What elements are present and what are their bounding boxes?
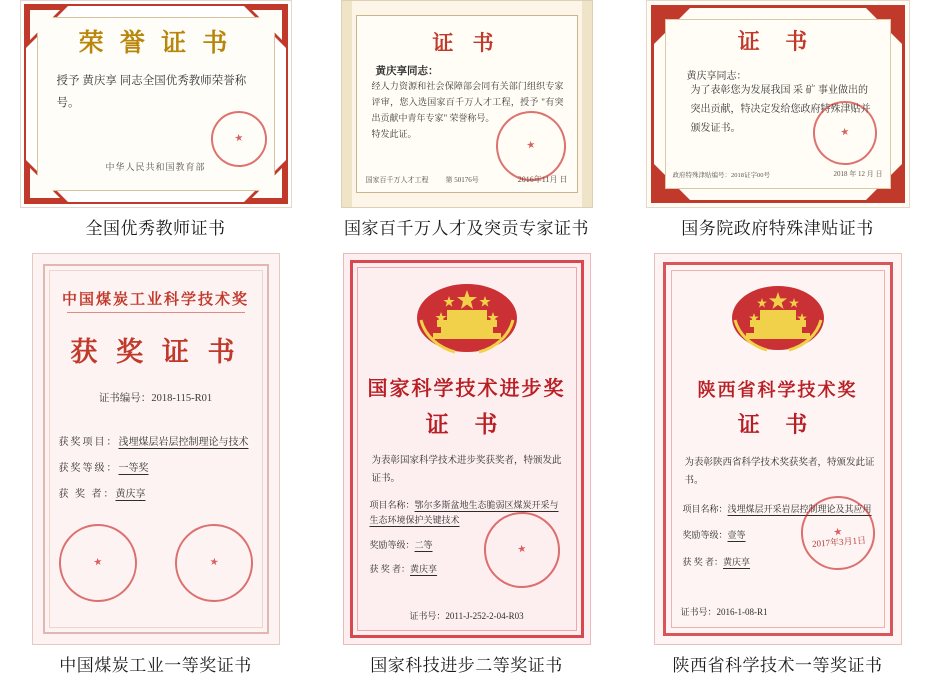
certificate-caption: 国务院政府特殊津贴证书	[681, 219, 874, 238]
gallery-row-2	[0, 253, 934, 676]
talent-footer-left: 国家百千万人才工程	[365, 176, 429, 184]
certificate-card-talent[interactable]	[311, 0, 622, 239]
talent-title: 证 书	[432, 31, 501, 55]
certificate-caption: 中国煤炭工业一等奖证书	[59, 656, 252, 675]
coal-cert-no-value: 2018-115-R01	[151, 393, 213, 404]
coal-field-row	[59, 430, 257, 456]
national-body-text: 为表彰国家科学技术进步奖获奖者，特颁发此证书。	[371, 456, 562, 485]
coal-field-value: 一等奖	[118, 463, 149, 474]
shaanxi-certificate-number	[681, 605, 768, 618]
allowance-body-text: 为了表彰您为发展我国 采 矿 事业做出的突出贡献，特决定发给您政府特殊津贴并颁发证书。	[690, 85, 871, 134]
certificate-card-allowance[interactable]	[622, 0, 933, 239]
coal-field-value: 黄庆享	[115, 489, 146, 500]
talent-closing: 特发此证。	[371, 129, 417, 139]
seal-star-icon: ★	[208, 556, 219, 569]
coal-field-row	[59, 482, 257, 508]
certificate-image-honor[interactable]	[20, 0, 292, 208]
coal-cert-no-label: 证书编号：	[98, 393, 152, 404]
certificate-caption: 全国优秀教师证书	[85, 219, 226, 238]
honor-issuer: 中华人民共和国教育部	[105, 162, 206, 172]
talent-footer-number: 第 50176号	[445, 176, 479, 184]
seal-star-icon: ★	[233, 132, 244, 145]
national-field-label: 项目名称：	[369, 500, 415, 510]
certificate-caption: 国家百千万人才及突贡专家证书	[344, 219, 589, 238]
seal-star-icon: ★	[839, 126, 850, 139]
national-field-label: 获 奖 者：	[369, 563, 411, 574]
certificate-card-coal[interactable]	[0, 253, 311, 676]
national-cert-no-value: 2011-J-252-2-04-R03	[445, 611, 524, 621]
coal-divider	[67, 312, 245, 313]
certificate-image-talent[interactable]	[341, 0, 593, 208]
allowance-date: 2018 年 12 月 日	[833, 170, 883, 178]
seal-star-icon: ★	[525, 139, 536, 152]
shaanxi-body-text: 为表彰陕西省科学技术奖获奖者，特颁发此证书。	[684, 458, 875, 487]
coal-award-name: 中国煤炭工业科学技术奖	[61, 292, 249, 308]
certificate-caption: 国家科技进步二等奖证书	[370, 656, 563, 675]
shaanxi-field-value: 黄庆享	[723, 556, 751, 567]
shaanxi-field-value: 浅埋煤层开采岩层控制理论及其应用	[727, 504, 872, 514]
coal-field-list	[59, 430, 257, 508]
honor-body-text: 授予 黄庆享 同志全国优秀教师荣誉称号。	[56, 75, 247, 109]
shaanxi-field-label: 奖励等级：	[682, 530, 728, 541]
shaanxi-field-label: 获 奖 者：	[682, 556, 724, 567]
national-subtitle: 证 书	[425, 412, 508, 437]
coal-field-label: 获 奖 者：	[58, 489, 116, 500]
shaanxi-field-value: 壹等	[727, 530, 746, 541]
seal-star-icon: ★	[92, 556, 103, 569]
allowance-recipient: 黄庆享同志：	[686, 71, 747, 82]
certificate-image-coal[interactable]	[32, 253, 280, 645]
certificate-caption: 陕西省科学技术一等奖证书	[672, 656, 883, 675]
coal-field-row	[59, 456, 257, 482]
certificate-card-national[interactable]	[311, 253, 622, 676]
coal-certificate-number	[33, 390, 279, 405]
certificate-card-honor[interactable]	[0, 0, 311, 239]
honor-title: 荣 誉 证 书	[78, 30, 233, 57]
shaanxi-cert-no-label: 证书号：	[680, 607, 717, 617]
national-certificate-number	[344, 609, 590, 622]
shaanxi-title: 陕西省科学技术奖	[697, 380, 858, 400]
national-field-label: 奖励等级：	[369, 539, 415, 550]
coal-field-label: 获奖项目：	[58, 437, 119, 448]
shaanxi-subtitle: 证 书	[737, 412, 818, 437]
certificate-card-shaanxi[interactable]	[622, 253, 933, 676]
shaanxi-cert-no-value: 2016-1-08-R1	[716, 607, 768, 617]
national-emblem-icon	[722, 280, 834, 358]
shaanxi-date: 2017年3月1日	[812, 535, 867, 549]
national-title: 国家科学技术进步奖	[367, 378, 566, 400]
allowance-footer-left: 政府特殊津贴编号：2018证字00号	[672, 172, 770, 179]
talent-recipient: 黄庆享同志：	[375, 66, 439, 77]
seal-star-icon: ★	[832, 526, 843, 539]
coal-field-value: 浅埋煤层岩层控制理论与技术	[118, 437, 249, 448]
certificate-image-shaanxi[interactable]	[654, 253, 902, 645]
national-field-value: 黄庆享	[410, 563, 438, 574]
talent-body-text: 经人力资源和社会保障部会同有关部门组织专家评审，您入选国家百千万人才工程，授予 "有突出贡献中青年专家" 荣誉称号。	[371, 81, 564, 123]
seal-star-icon: ★	[516, 543, 527, 556]
national-field-value: 二等	[414, 539, 433, 550]
national-emblem-icon	[411, 280, 523, 358]
talent-date: 2016年11月 日	[517, 175, 568, 184]
shaanxi-field-label: 项目名称：	[682, 504, 728, 514]
coal-title: 获 奖 证 书	[70, 337, 241, 367]
coal-field-label: 获奖等级：	[58, 463, 119, 474]
national-cert-no-label: 证书号：	[409, 611, 446, 621]
certificate-image-national[interactable]	[343, 253, 591, 645]
gallery-row-1	[0, 0, 934, 239]
national-field-value: 鄂尔多斯盆地生态脆弱区煤炭开采与生态环境保护关键技术	[369, 500, 559, 526]
allowance-title: 证 书	[737, 29, 818, 54]
certificate-image-allowance[interactable]	[646, 0, 910, 208]
